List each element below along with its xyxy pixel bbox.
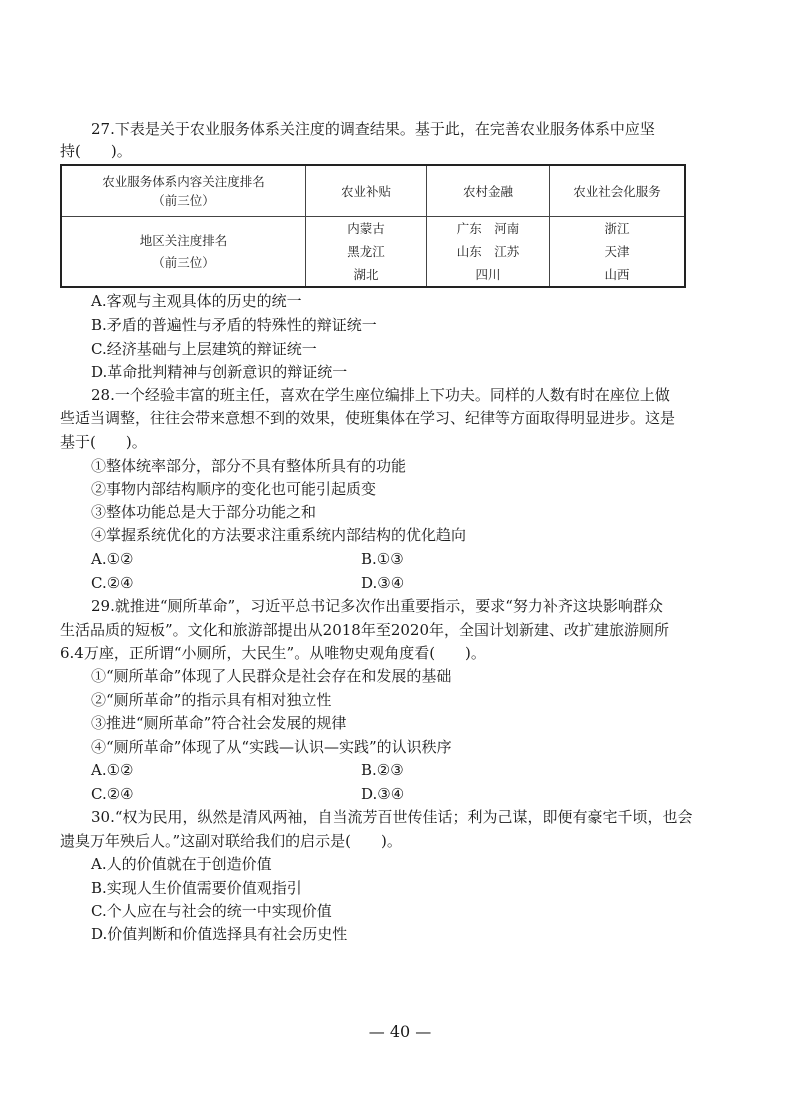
table-cell-text: 黑龙江 (347, 244, 385, 259)
q29-item-4: ④“厕所革命”体现了从“实践—认识—实践”的认识秩序 (91, 738, 452, 756)
q28-item-1: ①整体统率部分，部分不具有整体所具有的功能 (91, 457, 407, 475)
q27-stem-line-2: 持( )。 (60, 142, 132, 160)
q30-option-a: A.人的价值就在于创造价值 (91, 855, 272, 873)
table-header-cell (61, 165, 306, 217)
q29-option-a: A.①② (91, 761, 134, 779)
q30-stem-line-2: 遗臭万年殃后人。”这副对联给我们的启示是( )。 (60, 832, 402, 850)
q29-item-3: ③推进“厕所革命”符合社会发展的规律 (91, 714, 347, 732)
page-number: — 40 — (368, 1022, 432, 1041)
q27-option-b: B.矛盾的普遍性与矛盾的特殊性的辩证统一 (91, 316, 377, 334)
survey-table (60, 164, 686, 288)
table-header-line-2: （前三位） (152, 193, 215, 208)
table-cell-text: 山东 江苏 (456, 244, 520, 259)
table-column-header: 农业社会化服务 (550, 165, 686, 217)
q28-stem-line-2: 些适当调整，往往会带来意想不到的效果，使班集体在学习、纪律等方面取得明显进步。这是 (60, 409, 676, 427)
table-cell-text: 山西 (604, 267, 630, 282)
q30-option-c: C.个人应在与社会的统一中实现价值 (91, 902, 332, 920)
q30-stem-line-1: 30.“权为民用，纵然是清风两袖，自当流芳百世传佳话；利为己谋，即便有豪宅千顷，也会 (91, 808, 693, 826)
q28-option-d: D.③④ (361, 574, 405, 592)
q27-option-c: C.经济基础与上层建筑的辩证统一 (91, 340, 317, 358)
table-cell-text: 四川 (475, 267, 501, 282)
q30-option-b: B.实现人生价值需要价值观指引 (91, 879, 302, 897)
q28-option-b: B.①③ (361, 550, 404, 568)
table-column-header: 农村金融 (427, 165, 550, 217)
table-cell-text: 内蒙古 (347, 221, 385, 236)
q29-option-b: B.②③ (361, 761, 404, 779)
q29-option-c: C.②④ (91, 785, 134, 803)
q28-item-3: ③整体功能总是大于部分功能之和 (91, 503, 317, 521)
q29-stem-line-3: 6.4万座，正所谓“小厕所，大民生”。从唯物史观角度看( )。 (60, 644, 486, 662)
q29-stem-line-1: 29.就推进“厕所革命”，习近平总书记多次作出重要指示，要求“努力补齐这块影响群众 (91, 597, 663, 615)
q28-option-a: A.①② (91, 550, 134, 568)
table-cell-text: 广东 河南 (456, 221, 520, 236)
q28-item-4: ④掌握系统优化的方法要求注重系统内部结构的优化趋向 (91, 526, 467, 544)
table-cell (427, 217, 550, 288)
table-cell (306, 217, 427, 288)
q28-stem-line-1: 28.一个经验丰富的班主任，喜欢在学生座位编排上下功夫。同样的人数有时在座位上做 (91, 386, 670, 404)
table-cell (550, 217, 686, 288)
table-header-line-1: 农业服务体系内容关注度排名 (102, 174, 265, 189)
q29-stem-line-2: 生活品质的短板”。文化和旅游部提出从2018年至2020年，全国计划新建、改扩建旅游厕所 (60, 621, 670, 639)
q27-option-d: D.革命批判精神与创新意识的辩证统一 (91, 363, 348, 381)
q28-item-2: ②事物内部结构顺序的变化也可能引起质变 (91, 480, 377, 498)
table-cell-text: 湖北 (353, 267, 379, 282)
q27-stem-line-1: 27.下表是关于农业服务体系关注度的调查结果。基于此，在完善农业服务体系中应坚 (91, 120, 655, 138)
table-row-label (61, 217, 306, 288)
q29-item-2: ②“厕所革命”的指示具有相对独立性 (91, 691, 332, 709)
q29-item-1: ①“厕所革命”体现了人民群众是社会存在和发展的基础 (91, 667, 452, 685)
table-cell-text: 浙江 (604, 221, 630, 236)
table-column-header: 农业补贴 (306, 165, 427, 217)
q30-option-d: D.价值判断和价值选择具有社会历史性 (91, 925, 348, 943)
q29-option-d: D.③④ (361, 785, 405, 803)
table-cell-text: 天津 (604, 244, 630, 259)
q27-option-a: A.客观与主观具体的历史的统一 (91, 292, 302, 310)
table-row-label-line-2: （前三位） (152, 254, 215, 270)
table-row-label-line-1: 地区关注度排名 (139, 232, 228, 248)
q28-option-c: C.②④ (91, 574, 134, 592)
q28-stem-line-3: 基于( )。 (60, 433, 147, 451)
